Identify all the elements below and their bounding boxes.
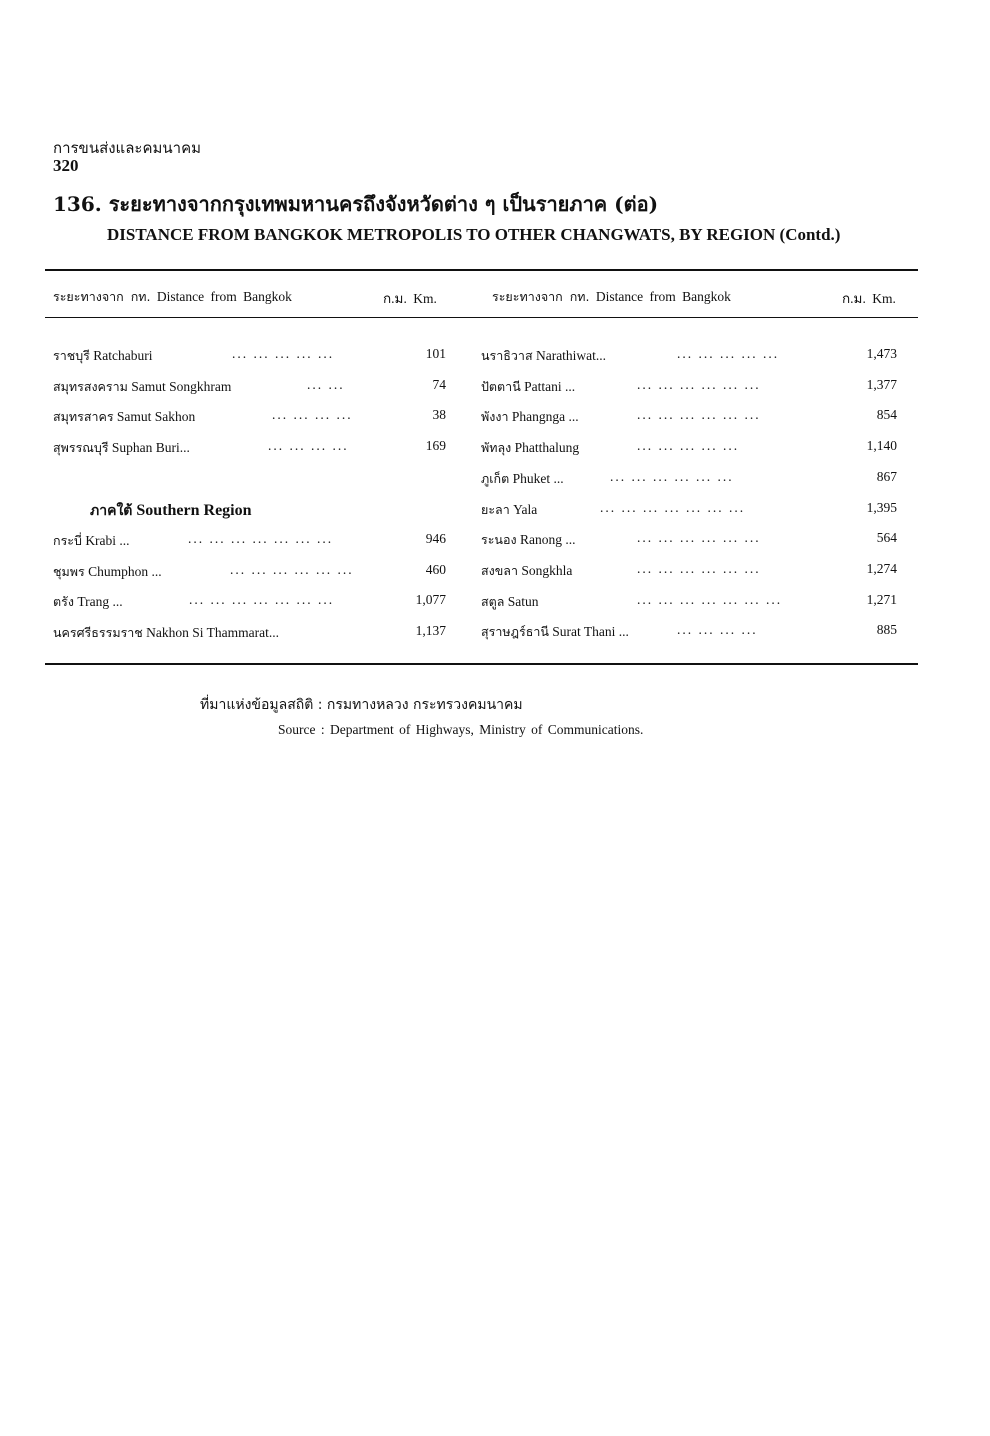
changwat-name-english: Krabi ... <box>85 533 130 548</box>
changwat-name-english: Ranong ... <box>519 532 576 548</box>
distance-km: 1,395 <box>866 499 897 515</box>
changwat-name <box>481 407 579 427</box>
changwat-name-thai: สงขลา <box>481 562 518 578</box>
changwat-name <box>481 469 564 489</box>
changwat-name-thai: ตรัง <box>53 594 74 610</box>
changwat-name-thai: ราชบุรี <box>53 348 90 363</box>
source-thai: ที่มาแห่งข้อมูลสถิติ : กรมทางหลวง กระทรวงคมนาคม <box>200 697 523 713</box>
changwat-name <box>481 500 537 520</box>
changwat-name <box>481 622 629 642</box>
changwat-name <box>53 346 152 366</box>
changwat-name-thai: สตูล <box>481 593 505 609</box>
changwat-name-english: Samut Songkhram <box>131 378 232 394</box>
changwat-name-thai: กระบี่ <box>53 533 82 548</box>
page-number: 320 <box>53 156 79 175</box>
left-header-thai: ระยะทางจาก กท. <box>53 289 151 304</box>
right-header-thai: ระยะทางจาก กท. <box>492 289 590 304</box>
changwat-name-thai: ยะลา <box>481 501 510 517</box>
leader-dots: ... ... ... ... <box>272 407 353 423</box>
changwat-name <box>481 346 606 366</box>
changwat-name-thai: นครศรีธรรมราช <box>53 625 143 641</box>
changwat-name <box>481 592 539 612</box>
distance-km: 854 <box>876 407 897 423</box>
leader-dots: ... ... ... ... ... ... ... <box>600 499 746 515</box>
changwat-name-thai: สุราษฎร์ธานี <box>481 624 549 640</box>
left-header-english: Distance from Bangkok <box>156 289 292 304</box>
leader-dots: ... ... ... ... ... ... <box>230 561 354 577</box>
changwat-name <box>481 377 575 397</box>
changwat-name-thai: นราธิวาส <box>481 348 533 363</box>
distance-km: 1,137 <box>415 623 446 639</box>
changwat-name-english: Phangnga ... <box>511 409 579 425</box>
distance-km: 1,271 <box>866 591 897 607</box>
changwat-name-english: Yala <box>513 501 538 517</box>
changwat-name-thai: พัทลุง <box>481 440 512 456</box>
right-unit-header: ก.ม. Km. <box>842 291 896 306</box>
changwat-name-english: Satun <box>507 593 539 609</box>
table-title-thai <box>53 188 658 220</box>
changwat-name <box>53 377 231 397</box>
left-unit-header: ก.ม. Km. <box>383 291 437 306</box>
leader-dots: ... ... ... ... ... <box>637 438 740 454</box>
leader-dots: ... ... ... ... ... ... <box>637 376 761 392</box>
changwat-name-thai: ภูเก็ต <box>481 470 510 486</box>
leader-dots: ... ... <box>307 376 345 392</box>
changwat-name-english: Phatthalung <box>514 440 580 456</box>
region-heading-southern <box>90 500 252 522</box>
right-column-header <box>492 287 731 307</box>
distance-km: 885 <box>876 622 897 638</box>
distance-km: 38 <box>432 407 446 423</box>
section-header: การขนส่งและคมนาคม <box>53 139 201 157</box>
distance-km: 867 <box>876 468 897 484</box>
changwat-name <box>53 562 162 582</box>
region-english: Southern Region <box>136 502 252 519</box>
table-number: 136. <box>53 192 102 216</box>
changwat-name-english: Samut Sakhon <box>116 409 196 425</box>
changwat-name-english: Pattani ... <box>524 378 576 394</box>
distance-km: 1,140 <box>866 438 897 454</box>
changwat-name-english: Narathiwat... <box>535 348 607 363</box>
left-column-header <box>53 287 292 307</box>
changwat-name-english: Chumphon ... <box>88 563 162 579</box>
table-title-thai-text: ระยะทางจากกรุงเทพมหานครถึงจังหวัดต่าง ๆ เป็นรายภาค (ต่อ) <box>108 192 659 216</box>
changwat-name-thai: ชุมพร <box>53 563 85 579</box>
leader-dots: ... ... ... ... ... ... ... <box>637 591 783 607</box>
leader-dots: ... ... ... ... ... ... <box>637 530 761 546</box>
changwat-name-english: Trang ... <box>77 594 123 610</box>
changwat-name <box>481 438 579 458</box>
distance-km: 564 <box>876 530 897 546</box>
changwat-name <box>53 592 123 612</box>
distance-km: 946 <box>425 531 446 546</box>
distance-km: 169 <box>425 438 446 454</box>
distance-km: 1,377 <box>866 376 897 392</box>
source-english: Source : Department of Highways, Ministry of Communications. <box>278 722 644 737</box>
changwat-name-thai: ปัตตานี <box>481 378 521 394</box>
changwat-name-english: Songkhla <box>521 562 573 578</box>
table-title-english: DISTANCE FROM BANGKOK METROPOLIS TO OTHER CHANGWATS, BY REGION (Contd.) <box>107 225 841 244</box>
changwat-name <box>53 623 279 643</box>
distance-km: 460 <box>425 561 446 577</box>
header-bottom-rule <box>45 317 918 318</box>
leader-dots: ... ... ... ... ... <box>232 346 335 361</box>
changwat-name-thai: สุพรรณบุรี <box>53 440 109 456</box>
changwat-name-english: Surat Thani ... <box>552 624 629 640</box>
changwat-name-thai: พังงา <box>481 409 509 425</box>
leader-dots: ... ... ... ... ... ... <box>637 407 761 423</box>
leader-dots: ... ... ... ... ... <box>677 346 780 361</box>
changwat-name-english: Phuket ... <box>512 470 564 486</box>
changwat-name <box>481 561 572 581</box>
changwat-name <box>53 531 130 551</box>
changwat-name <box>53 407 195 427</box>
leader-dots: ... ... ... ... ... ... ... <box>189 592 335 608</box>
leader-dots: ... ... ... ... ... ... <box>637 560 761 576</box>
changwat-name-thai: สมุทรสงคราม <box>53 378 128 394</box>
table-top-rule <box>45 269 918 271</box>
leader-dots: ... ... ... ... <box>677 622 758 638</box>
distance-km: 74 <box>432 376 446 392</box>
distance-km: 101 <box>425 346 446 361</box>
changwat-name <box>53 438 190 458</box>
changwat-name <box>481 530 575 550</box>
leader-dots: ... ... ... ... <box>268 438 349 454</box>
distance-km: 1,473 <box>866 346 897 361</box>
leader-dots: ... ... ... ... ... ... ... <box>188 531 334 546</box>
distance-km: 1,274 <box>866 560 897 576</box>
right-header-english: Distance from Bangkok <box>595 289 731 304</box>
distance-km: 1,077 <box>415 592 446 608</box>
region-thai: ภาคใต้ <box>90 503 133 519</box>
table-bottom-rule <box>45 663 918 665</box>
changwat-name-thai: ระนอง <box>481 532 517 548</box>
changwat-name-thai: สมุทรสาคร <box>53 409 114 425</box>
changwat-name-english: Suphan Buri... <box>111 440 190 456</box>
leader-dots: ... ... ... ... ... ... <box>610 468 734 484</box>
changwat-name-english: Ratchaburi <box>93 348 153 363</box>
changwat-name-english: Nakhon Si Thammarat... <box>146 625 280 641</box>
